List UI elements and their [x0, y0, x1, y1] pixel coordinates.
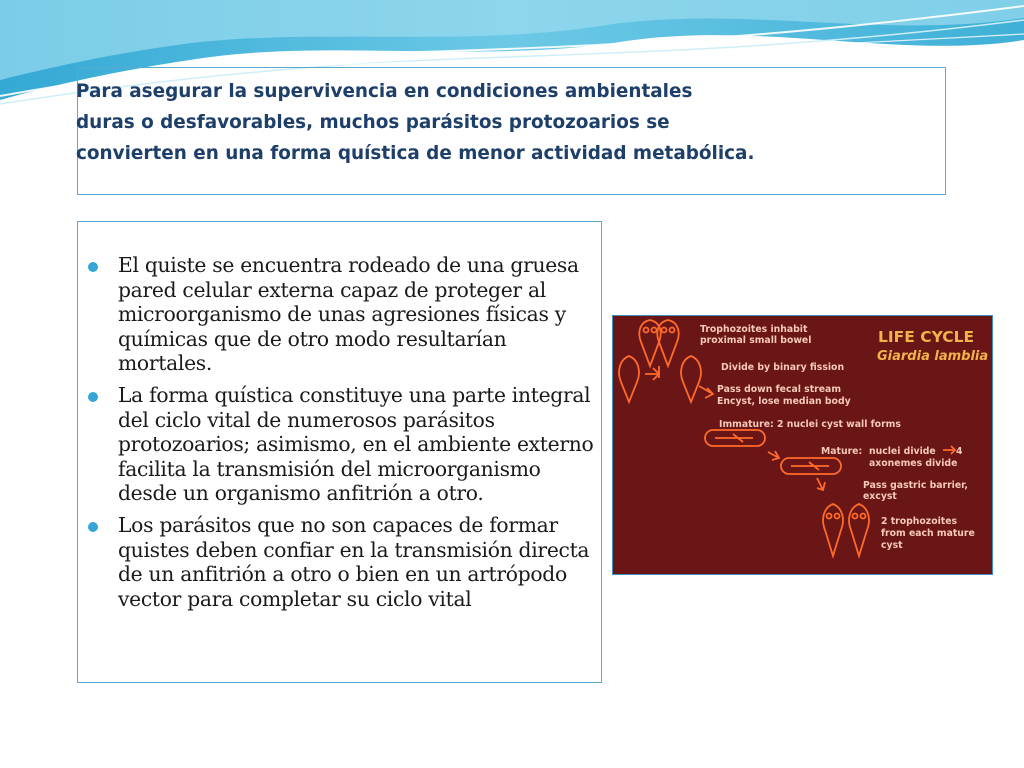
trophozoite-shape-icon: [639, 320, 660, 366]
arrow-right-icon: [943, 446, 955, 454]
bullet-text: La forma quística constituye una parte integral del ciclo vital de numerosos parásitos protozoarios; asimismo, en el ambiente externo facilita la transmisión del microorganismo desde un organismo anfitrión a otro.: [118, 382, 594, 506]
bullet-item: [86, 253, 598, 376]
label-mature-arrow: 4: [956, 446, 963, 457]
bullet-item: [86, 383, 598, 506]
label-gastric-2: excyst: [863, 491, 897, 502]
trophozoite-shape-icon: [823, 504, 843, 556]
label-pass-down-1: Pass down fecal stream: [717, 384, 842, 395]
bullet-list: [86, 253, 598, 618]
label-two-troph-1: 2 trophozoites: [881, 516, 958, 527]
label-trophozoites-1: Trophozoites inhabit: [700, 324, 808, 335]
bullet-text: El quiste se encuentra rodeado de una gruesa pared celular externa capaz de proteger al microorganismo de unas agresiones físicas y químicas que de otro modo resultarían mortales.: [118, 253, 579, 376]
trophozoite-shape-icon: [849, 504, 869, 556]
trophozoite-shape-icon: [681, 356, 701, 402]
label-divide: Divide by binary fission: [721, 362, 845, 373]
label-trophozoites-2: proximal small bowel: [700, 335, 812, 346]
bullet-dot-icon: [88, 262, 98, 272]
label-mature-2: axonemes divide: [869, 458, 958, 469]
label-two-troph-2: from each mature: [881, 528, 975, 539]
bullet-dot-icon: [88, 392, 98, 402]
figure-subheading: Giardia lamblia: [877, 349, 989, 364]
life-cycle-diagram: [613, 316, 992, 574]
arrow-down-icon: [817, 478, 825, 490]
label-mature-1: nuclei divide: [869, 446, 936, 457]
title-line: duras o desfavorables, muchos parásitos protozoarios se: [76, 112, 670, 133]
bullet-dot-icon: [88, 522, 98, 532]
bullet-item: [86, 513, 598, 611]
arrow-down-right-icon: [768, 451, 779, 460]
label-pass-down-2: Encyst, lose median body: [717, 396, 851, 407]
arrow-right-icon: [645, 368, 659, 380]
slide-title: [76, 76, 816, 169]
label-immature: Immature: 2 nuclei cyst wall forms: [719, 419, 901, 430]
arrow-right-icon: [699, 386, 713, 398]
figure-heading: LIFE CYCLE: [878, 328, 975, 346]
label-gastric-1: Pass gastric barrier,: [863, 480, 968, 491]
trophozoite-shape-icon: [619, 356, 639, 402]
title-line: convierten en una forma quística de menor actividad metabólica.: [76, 143, 755, 164]
label-mature: Mature:: [821, 446, 863, 457]
trophozoite-shape-icon: [657, 320, 678, 366]
label-two-troph-3: cyst: [881, 540, 903, 551]
giardia-life-cycle-figure: [612, 315, 993, 575]
title-line: Para asegurar la supervivencia en condiciones ambientales: [76, 81, 693, 102]
bullet-text: Los parásitos que no son capaces de formar quistes deben confiar en la transmisión directa de un anfitrión a otro o bien en un artrópodo vector para completar su ciclo vital: [118, 512, 590, 611]
